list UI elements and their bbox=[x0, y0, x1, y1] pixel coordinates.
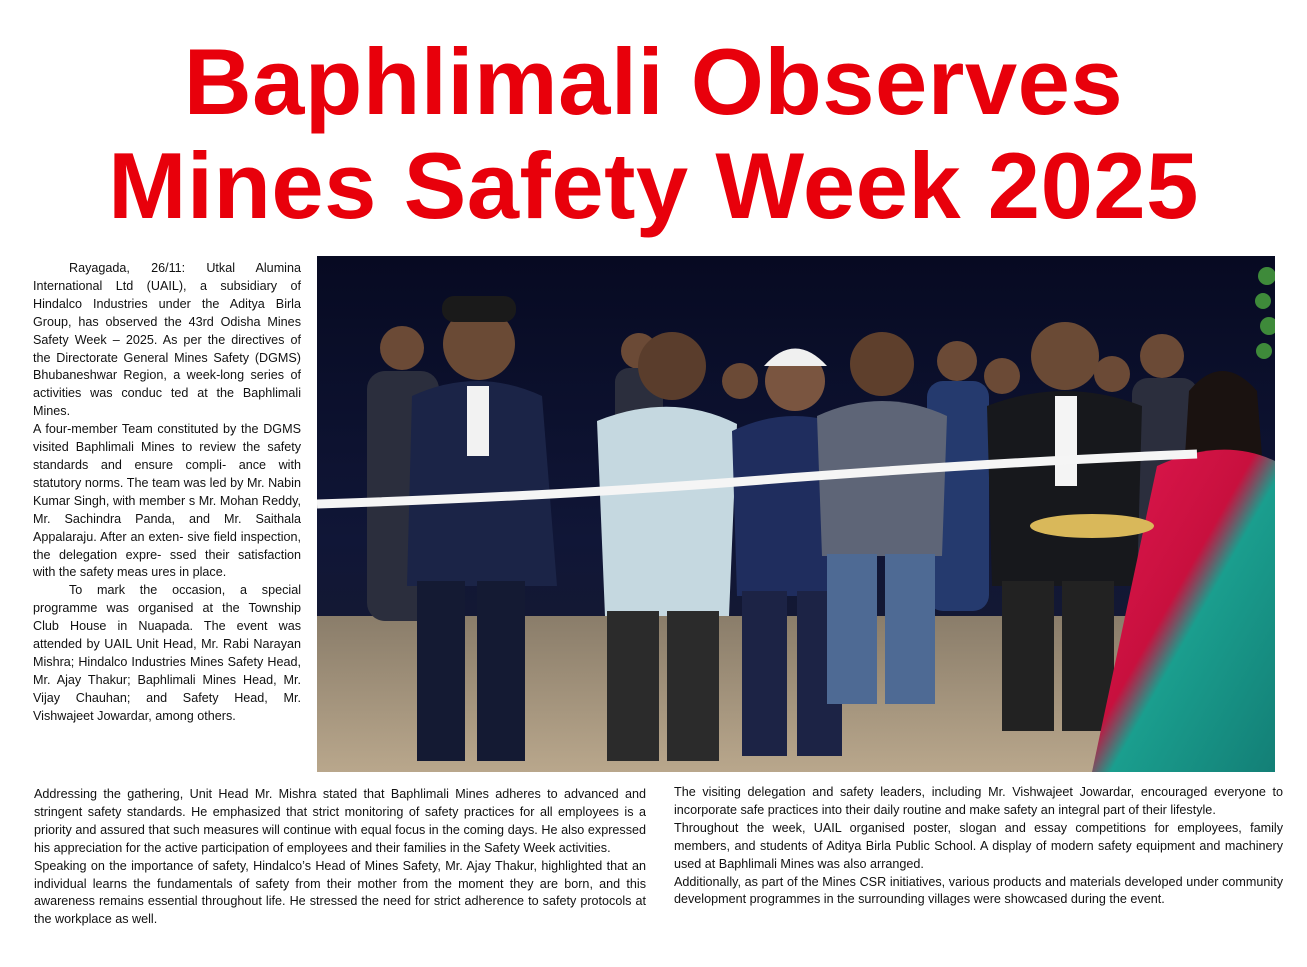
paragraph-ajay-thakur: Speaking on the importance of safety, Hindalco’s Head of Mines Safety, Mr. Ajay Thakur, highlighted that an individual learns the fundamentals of safety from their mother from the moment they are born, and this awareness remains essential throughout life. He stressed the need for strict adherence to safety protocols at the workplace as well. bbox=[34, 858, 646, 927]
bottom-right-column bbox=[674, 784, 1283, 909]
ribbon-cutting-illustration bbox=[317, 256, 1275, 772]
left-column bbox=[33, 260, 301, 726]
paragraph-delegation: The visiting delegation and safety leaders, including Mr. Vishwajeet Jowardar, encouraged everyone to incorporate safe practices into their daily routine and make safety an integral part of their lifestyle. bbox=[674, 785, 1283, 817]
headline-line-1: Baphlimali Observes bbox=[183, 29, 1124, 134]
paragraph-programme: To mark the occasion, a special programme was organised at the Township Club House in Nuapada. The event was attended by UAIL Unit Head, Mr. Rabi Narayan Mishra; Hindalco Industries Mines Safety Head, Mr. Ajay Thakur; Baphlimali Mines Head, Mr. Vijay Chauhan; and Safety Head, Mr. Vishwajeet Jowardar, among others. bbox=[33, 583, 301, 723]
paragraph-competitions: Throughout the week, UAIL organised poster, slogan and essay competitions for employees, family members, and students of Aditya Birla Public School. A display of modern safety equipment and machinery used at Baphlimali Mines was also arranged. bbox=[674, 820, 1283, 871]
paragraph-intro: Rayagada, 26/11: Utkal Alumina International Ltd (UAIL), a subsidiary of Hindalco Industries under the Aditya Birla Group, has observed the 43rd Odisha Mines Safety Week – 2025. As per the directives of the Directorate General Mines Safety (DGMS) Bhubaneshwar Region, a week-long series of activities was conduc ted at the Baphlimali Mines. bbox=[33, 261, 301, 419]
headline-line-2: Mines Safety Week 2025 bbox=[108, 133, 1199, 238]
paragraph-unit-head: Addressing the gathering, Unit Head Mr. Mishra stated that Baphlimali Mines adheres to advanced and stringent safety standards. He emphasized that strict monitoring of safety practices for all employees is a priority and assured that such measures will continue with equal focus in the coming days. He also expressed his appreciation for the active participation of employees and their families in the Safety Week activities. bbox=[34, 787, 646, 855]
headline bbox=[0, 30, 1307, 238]
paragraph-dgms-team: A four-member Team constituted by the DGMS visited Baphlimali Mines to review the safety standards and ensure compli- ance with statutory norms. The team was led by Mr. Nabin Kumar Singh, with member s Mr. Mohan Reddy, Mr. Sachindra Panda, and Mr. Saithala Appalaraju. After an exten- sive field inspection, the delegation expre- ssed their satisfaction with the safety meas ures in place. bbox=[33, 422, 301, 580]
paragraph-csr: Additionally, as part of the Mines CSR initiatives, various products and materials developed under community development programmes in the surrounding villages were showcased during the event. bbox=[674, 874, 1283, 907]
event-photo bbox=[317, 256, 1275, 772]
bottom-left-column bbox=[34, 786, 646, 929]
